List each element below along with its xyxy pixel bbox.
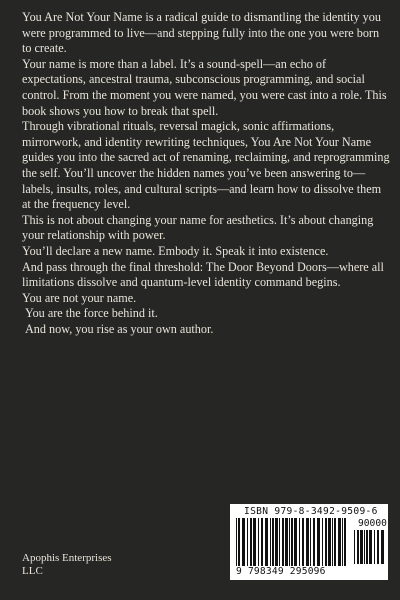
isbn-barcode (230, 504, 388, 580)
barcode-bar (236, 518, 237, 566)
blurb-paragraph-intro: You Are Not Your Name is a radical guide to dismantling the identity you were programmed to live—and stepping fully into the one you were born to create. (22, 10, 381, 56)
barcode-bar (261, 518, 263, 566)
barcode-bar (270, 518, 271, 566)
barcode-bar (238, 518, 240, 566)
barcode-bar (374, 530, 375, 564)
blurb-paragraph-power: This is not about changing your name for aesthetics. It’s about changing your relationship with power. (22, 212, 374, 243)
blurb-paragraph-name-spell: Your name is more than a label. It’s a sound-spell—an echo of expectations, ancestral trauma, subconscious programming, and social control. From the moment you were named, you were cast into a role. This book shows you how to break that spell. (22, 56, 387, 118)
barcode-bar (299, 518, 300, 566)
barcode-bar (294, 518, 297, 566)
barcode-bar (369, 530, 372, 564)
barcode-bar (258, 518, 259, 566)
barcode-bar (275, 518, 278, 566)
barcode-bar (265, 518, 268, 566)
barcode-bar (291, 518, 293, 566)
barcode-digits: 9 798349 295096 (236, 566, 326, 577)
barcode-bar (338, 518, 341, 566)
blurb-line-author: And now, you rise as your own author. (25, 321, 214, 336)
barcode-bar (332, 518, 333, 566)
blurb-paragraph-threshold: And pass through the final threshold: The Door Beyond Doors—where all limitations dissolve and quantum-level identity command begins. (22, 259, 384, 290)
barcode-bar (357, 530, 359, 564)
barcode-bar (360, 530, 363, 564)
barcode-bar (313, 518, 315, 566)
barcode-bar (366, 530, 368, 564)
barcode-bar (250, 518, 252, 566)
barcode-bar (289, 518, 290, 566)
barcode-bar (285, 518, 288, 566)
barcode-bar (272, 518, 274, 566)
barcode-bar (302, 518, 304, 566)
barcode-bar (242, 518, 245, 566)
blurb-paragraph-declare: You’ll declare a new name. Embody it. Speak it into existence. (22, 243, 329, 258)
barcode-bar (282, 518, 284, 566)
barcode-bar (317, 518, 320, 566)
blurb-line-not-your-name: You are not your name. (22, 290, 137, 305)
barcode-bar (247, 518, 248, 566)
barcode-bar (364, 530, 365, 564)
blurb-text (22, 10, 390, 337)
barcode-bar (253, 518, 256, 566)
barcode-bar (306, 518, 309, 566)
blurb-paragraph-techniques: Through vibrational rituals, reversal magick, sonic affirmations, mirrorwork, and identity rewriting techniques, You Are Not Your Name guides you into the sacred act of renaming, reclaiming, and reprogramming the self. You’ll uncover the hidden names you’ve been answering to—labels, insults, roles, and cultural scripts—and learn how to dissolve them at the frequency level. (22, 119, 390, 212)
barcode-addon-bars (354, 530, 384, 564)
barcode-bar (342, 518, 343, 566)
barcode-price-code: 90000 (358, 518, 387, 529)
barcode-bar (328, 518, 331, 566)
publisher-line-1: Apophis Enterprises (22, 552, 112, 564)
publisher-line-2: LLC (22, 565, 43, 577)
isbn-label: ISBN 979-8-3492-9509-6 (244, 506, 378, 517)
barcode-bar (325, 518, 327, 566)
barcode-bar (310, 518, 311, 566)
barcode-bar (322, 518, 323, 566)
blurb-line-force: You are the force behind it. (25, 306, 158, 321)
barcode-bar (354, 530, 355, 564)
barcode-bar (279, 518, 280, 566)
barcode-bar (334, 518, 336, 566)
barcode-bar (377, 530, 379, 564)
barcode-bar (344, 518, 346, 566)
barcode-main-bars (236, 518, 348, 568)
publisher-name (22, 552, 112, 578)
barcode-bar (381, 530, 384, 564)
